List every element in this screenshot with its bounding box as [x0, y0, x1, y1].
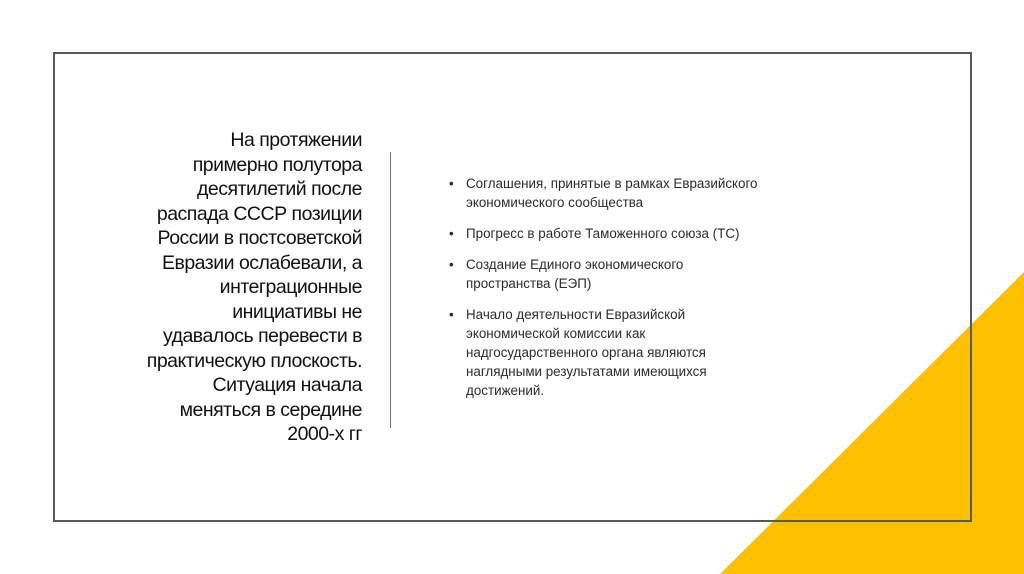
- heading-line: примерно полутора: [192, 153, 362, 176]
- bullet-line: пространства (ЕЭП): [466, 276, 592, 291]
- heading-line: интеграционные: [219, 276, 362, 298]
- heading-line: десятилетий после: [197, 178, 362, 200]
- bullet-marker: •: [449, 226, 454, 241]
- bullet-marker: •: [449, 176, 454, 191]
- bullet-line: наглядными результатами имеющихся: [466, 364, 707, 379]
- bullet-line: Начало деятельности Евразийской: [466, 307, 686, 322]
- vertical-divider: [390, 152, 391, 428]
- bullet-line: достижений.: [466, 383, 545, 398]
- bullet-line: экономической комиссии как: [466, 326, 646, 341]
- bullet-line: Соглашения, принятые в рамках Евразийского: [466, 176, 758, 191]
- heading-line: распада СССР позиции: [156, 202, 362, 225]
- bullet-list: [448, 174, 868, 412]
- bullet-item: [448, 224, 868, 243]
- heading-line: практическую плоскость.: [146, 349, 362, 372]
- bullet-item: [448, 305, 868, 400]
- bullet-line: надгосударственного органа являются: [466, 345, 706, 360]
- bullet-marker: •: [449, 257, 454, 272]
- bullet-item: [448, 255, 868, 293]
- bullet-line: экономического сообщества: [466, 195, 644, 210]
- bullet-marker: •: [449, 307, 454, 322]
- bullet-line: Создание Единого экономического: [466, 257, 684, 272]
- bullet-line: Прогресс в работе Таможенного союза (ТС): [466, 226, 740, 241]
- heading-line: удавалось перевести в: [162, 325, 362, 347]
- heading-line: 2000-х гг: [287, 423, 362, 445]
- slide-heading: [80, 128, 362, 447]
- heading-line: На протяжении: [230, 129, 362, 151]
- heading-line: инициативы не: [232, 300, 362, 323]
- bullet-item: [448, 174, 868, 212]
- heading-line: меняться в середине: [179, 398, 362, 421]
- heading-line: России в постсоветской: [157, 227, 362, 249]
- heading-line: Ситуация начала: [212, 374, 362, 396]
- heading-line: Евразии ослабевали, а: [161, 251, 362, 274]
